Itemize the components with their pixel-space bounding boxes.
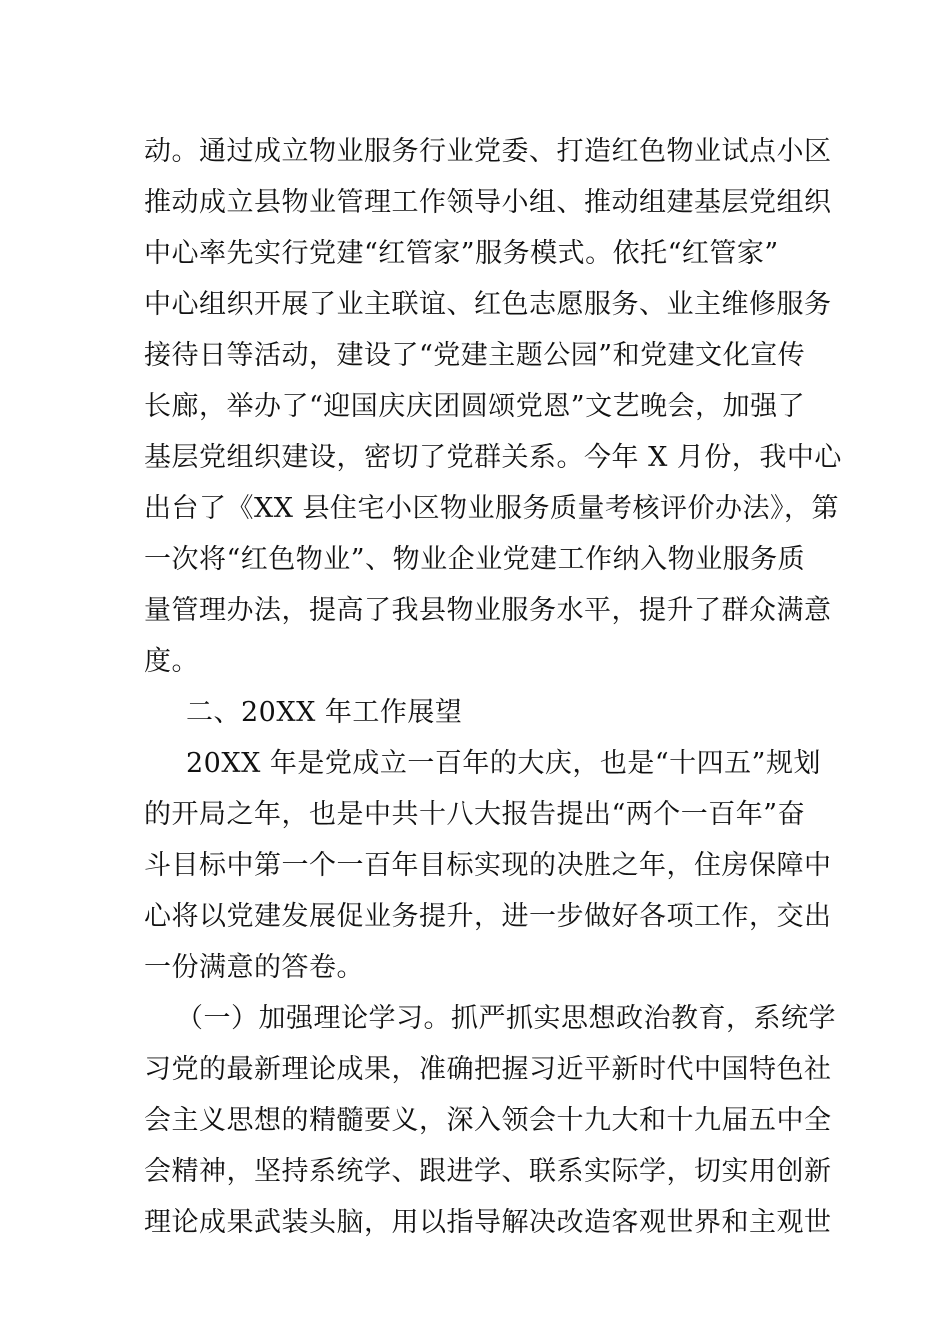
paragraph-line: 中心率先实行党建“红管家”服务模式。依托“红管家”	[144, 238, 779, 269]
section-heading: 二、20XX 年工作展望	[186, 697, 463, 728]
paragraph-line: 度。	[144, 646, 199, 677]
paragraph-line: 一次将“红色物业”、物业企业党建工作纳入物业服务质	[144, 544, 806, 575]
paragraph-line: 一份满意的答卷。	[144, 952, 364, 983]
paragraph-line: 的开局之年，也是中共十八大报告提出“两个一百年”奋	[144, 799, 806, 830]
paragraph-line: 中心组织开展了业主联谊、红色志愿服务、业主维修服务	[144, 289, 832, 320]
paragraph-line: 量管理办法，提高了我县物业服务水平，提升了群众满意	[144, 595, 832, 626]
paragraph-line: 20XX 年是党成立一百年的大庆，也是“十四五”规划	[186, 748, 821, 779]
paragraph-line: 理论成果武装头脑，用以指导解决改造客观世界和主观世	[144, 1207, 832, 1238]
paragraph-line: 推动成立县物业管理工作领导小组、推动组建基层党组织	[144, 187, 832, 218]
paragraph-line: 习党的最新理论成果，准确把握习近平新时代中国特色社	[144, 1054, 832, 1085]
paragraph-line: 会精神，坚持系统学、跟进学、联系实际学，切实用创新	[144, 1156, 832, 1187]
paragraph-line: 会主义思想的精髓要义，深入领会十九大和十九届五中全	[144, 1105, 832, 1136]
paragraph-line: 斗目标中第一个一百年目标实现的决胜之年，住房保障中	[144, 850, 832, 881]
paragraph-line: 动。通过成立物业服务行业党委、打造红色物业试点小区	[144, 136, 832, 167]
paragraph-line: 心将以党建发展促业务提升，进一步做好各项工作，交出	[144, 901, 832, 932]
paragraph-line: 出台了《XX 县住宅小区物业服务质量考核评价办法》，第	[144, 493, 840, 524]
paragraph-line: 长廊，举办了“迎国庆庆团圆颂党恩”文艺晚会，加强了	[144, 391, 806, 422]
paragraph-line: 基层党组织建设，密切了党群关系。今年 X 月份，我中心	[144, 442, 842, 473]
subsection-line: （一）加强理论学习。抓严抓实思想政治教育，系统学	[176, 1003, 836, 1034]
paragraph-line: 接待日等活动，建设了“党建主题公园”和党建文化宣传	[144, 340, 806, 371]
